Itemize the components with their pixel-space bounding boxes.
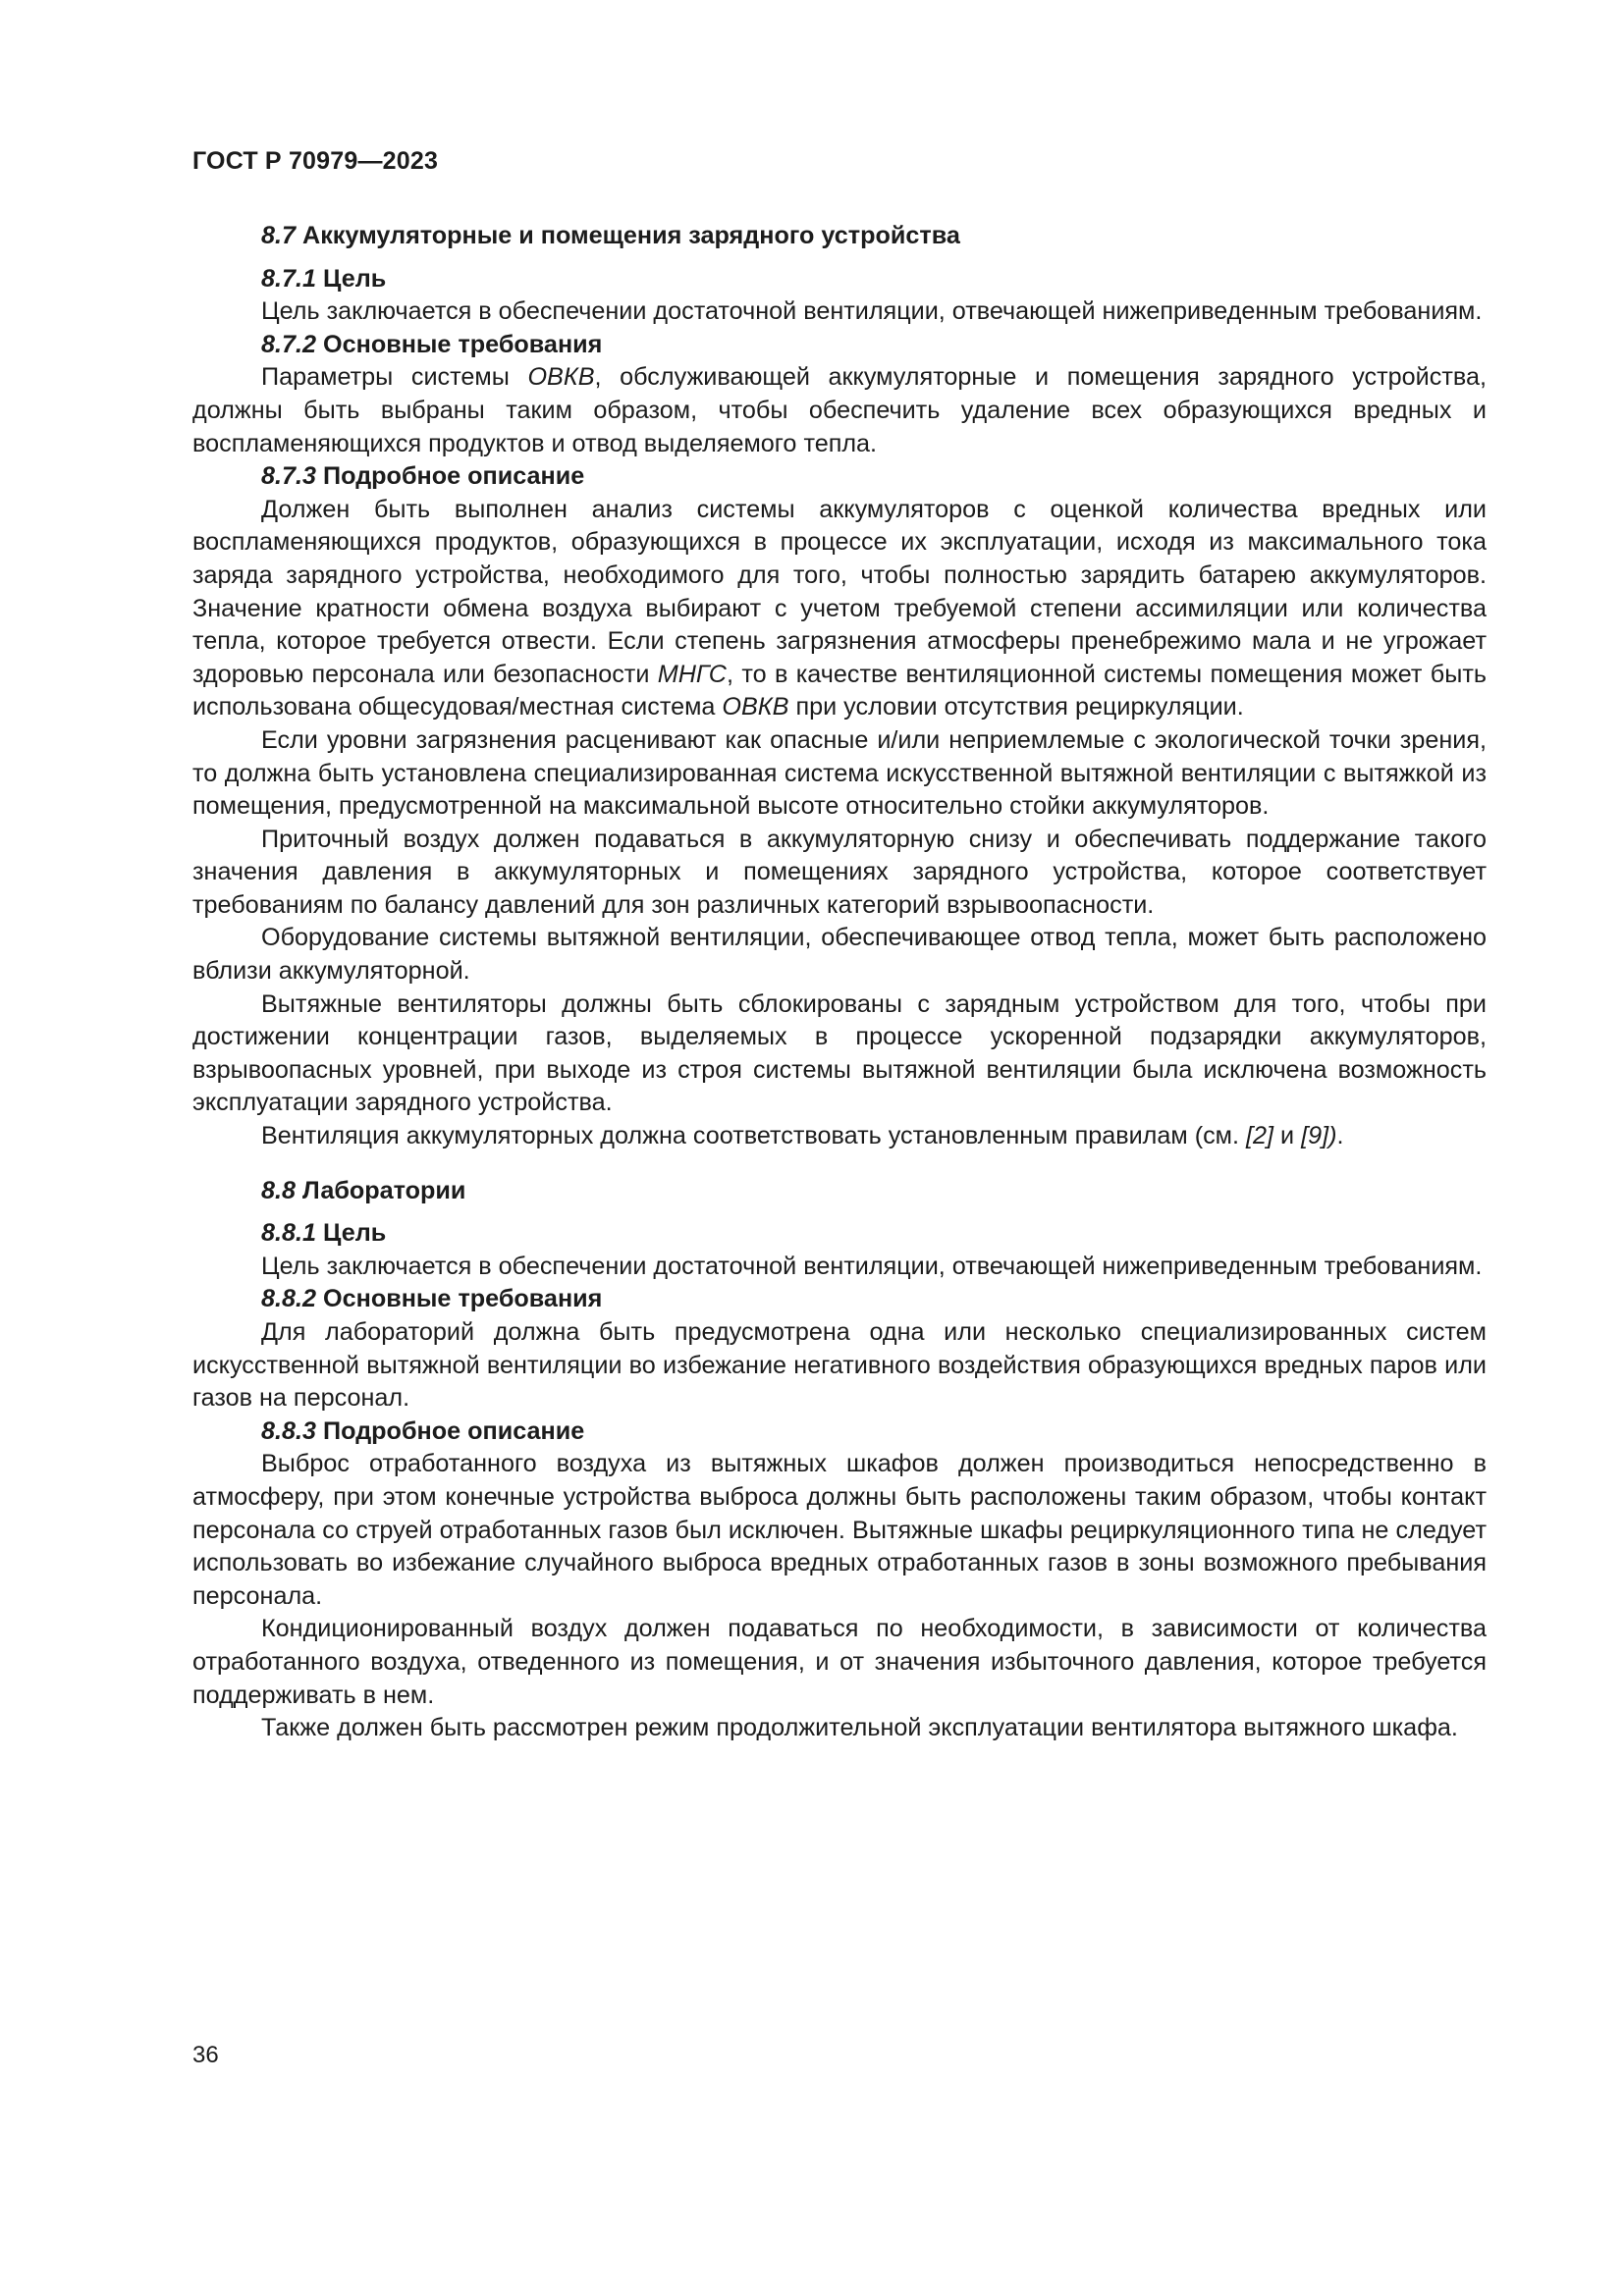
subsection-8-8-1-heading bbox=[192, 1217, 1487, 1251]
paragraph: Приточный воздух должен подаваться в аккумуляторную снизу и обеспечивать поддержание такого значения давления в аккумуляторных и помещениях зарядного устройства, которое соответствует требованиям по балансу давлений для зон различных категорий взрывоопасности. bbox=[192, 825, 1487, 919]
subsection-title: Основные требования bbox=[323, 1285, 603, 1313]
text-run: и bbox=[1273, 1122, 1302, 1150]
section-number: 8.8 bbox=[261, 1176, 297, 1204]
paragraph: Цель заключается в обеспечении достаточной вентиляции, отвечающей нижеприведенным требованиям. bbox=[261, 297, 1483, 326]
text-run: Параметры системы bbox=[261, 363, 528, 392]
paragraph: Выброс отработанного воздуха из вытяжных шкафов должен производиться непосредственно в атмосферу, при этом конечные устройства выброса должны быть расположены таким образом, чтобы контакт персонала со струей отработанных газов был исключен. Вытяжные шкафы рециркуляционного типа не следует использовать во избежание случайного выброса вредных отработанных газов в зоны возможного пребывания персонала. bbox=[192, 1450, 1487, 1610]
paragraph: Цель заключается в обеспечении достаточной вентиляции, отвечающей нижеприведенным требованиям. bbox=[261, 1252, 1483, 1280]
section-title: Аккумуляторные и помещения зарядного устройства bbox=[302, 222, 960, 249]
text-run: , обслуживающей аккумуляторные и помещения зарядного устройства, должны быть выбраны таким образом, чтобы обеспечить удаление всех образующихся вредных и воспламеняющихся продуктов и отвод выделяемого тепла. bbox=[192, 363, 1487, 457]
abbreviation-ovkv: ОВКВ bbox=[722, 693, 789, 721]
paragraph bbox=[192, 1120, 1487, 1153]
document-id-header: ГОСТ Р 70979—2023 bbox=[192, 147, 439, 175]
section-title: Лаборатории bbox=[302, 1176, 466, 1204]
paragraph bbox=[192, 494, 1487, 724]
paragraph: Вытяжные вентиляторы должны быть сблокированы с зарядным устройством для того, чтобы при достижении концентрации газов, выделяемых в процессе ускоренной подзарядки аккумуляторов, взрывоопасных уровней, при выходе из строя системы вытяжной вентиляции была исключена возможность эксплуатации зарядного устройства. bbox=[192, 989, 1487, 1117]
document-body bbox=[192, 220, 1487, 1745]
page-number: 36 bbox=[192, 2042, 219, 2068]
subsection-title: Основные требования bbox=[323, 330, 603, 358]
subsection-number: 8.8.3 bbox=[261, 1416, 317, 1445]
subsection-8-8-3-heading bbox=[192, 1415, 1487, 1449]
paragraph: Если уровни загрязнения расценивают как опасные и/или неприемлемые с экологической точки зрения, то должна быть установлена специализированная система искусственной вытяжной вентиляции с вытяжкой из помещения, предусмотренной на максимальной высоте относительно стойки аккумуляторов. bbox=[192, 725, 1487, 821]
subsection-title: Цель bbox=[323, 264, 387, 293]
text-run: Должен быть выполнен анализ системы аккумуляторов с оценкой количества вредных или воспламеняющихся продуктов, образующихся в процессе их эксплуатации, исходя из максимального тока заряда зарядного устройства, необходимого для того, чтобы полностью зарядить батарею аккумуляторов. Значение кратности обмена воздуха выбирают с учетом требуемой степени ассимиляции или количества тепла, которое требуется отвести. Если степень загрязнения атмосферы пренебрежимо мала и не угрожает здоровью персонала или безопасности bbox=[192, 495, 1487, 688]
paragraph: Оборудование системы вытяжной вентиляции, обеспечивающее отвод тепла, может быть расположено вблизи аккумуляторной. bbox=[192, 924, 1487, 986]
reference-link[interactable]: [9]) bbox=[1301, 1122, 1337, 1150]
paragraph bbox=[192, 361, 1487, 460]
section-number: 8.7 bbox=[261, 222, 297, 249]
subsection-number: 8.7.1 bbox=[261, 264, 317, 293]
abbreviation-mngs: МНГС bbox=[657, 660, 727, 688]
subsection-8-7-1-heading bbox=[192, 263, 1487, 296]
text-run: Вентиляция аккумуляторных должна соответствовать установленным правилам (см. bbox=[261, 1122, 1246, 1150]
subsection-title: Цель bbox=[323, 1219, 387, 1248]
subsection-number: 8.7.3 bbox=[261, 462, 317, 491]
text-run: . bbox=[1336, 1122, 1344, 1150]
subsection-number: 8.8.2 bbox=[261, 1285, 317, 1313]
reference-link[interactable]: [2] bbox=[1245, 1122, 1273, 1150]
subsection-title: Подробное описание bbox=[323, 1416, 585, 1445]
abbreviation-ovkv: ОВКВ bbox=[527, 363, 595, 392]
section-8-8-heading bbox=[192, 1175, 1487, 1208]
text-run: при условии отсутствия рециркуляции. bbox=[788, 693, 1244, 721]
subsection-8-7-2-heading bbox=[192, 329, 1487, 362]
subsection-8-8-2-heading bbox=[192, 1283, 1487, 1316]
paragraph: Кондиционированный воздух должен подаваться по необходимости, в зависимости от количества отработанного воздуха, отведенного из помещения, и от значения избыточного давления, которое требуется поддерживать в нем. bbox=[192, 1615, 1487, 1709]
paragraph: Для лабораторий должна быть предусмотрена одна или несколько специализированных систем искусственной вытяжной вентиляции во избежание негативного воздействия образующихся вредных паров или газов на персонал. bbox=[192, 1318, 1487, 1413]
subsection-number: 8.7.2 bbox=[261, 330, 317, 358]
section-8-7-heading bbox=[192, 220, 1487, 253]
text-run: , то в качестве вентиляционной системы помещения может быть использована общесудовая/местная система bbox=[192, 660, 1487, 721]
subsection-8-7-3-heading bbox=[192, 460, 1487, 494]
paragraph: Также должен быть рассмотрен режим продолжительной эксплуатации вентилятора вытяжного шкафа. bbox=[261, 1714, 1458, 1742]
subsection-title: Подробное описание bbox=[323, 462, 585, 491]
subsection-number: 8.8.1 bbox=[261, 1219, 317, 1248]
